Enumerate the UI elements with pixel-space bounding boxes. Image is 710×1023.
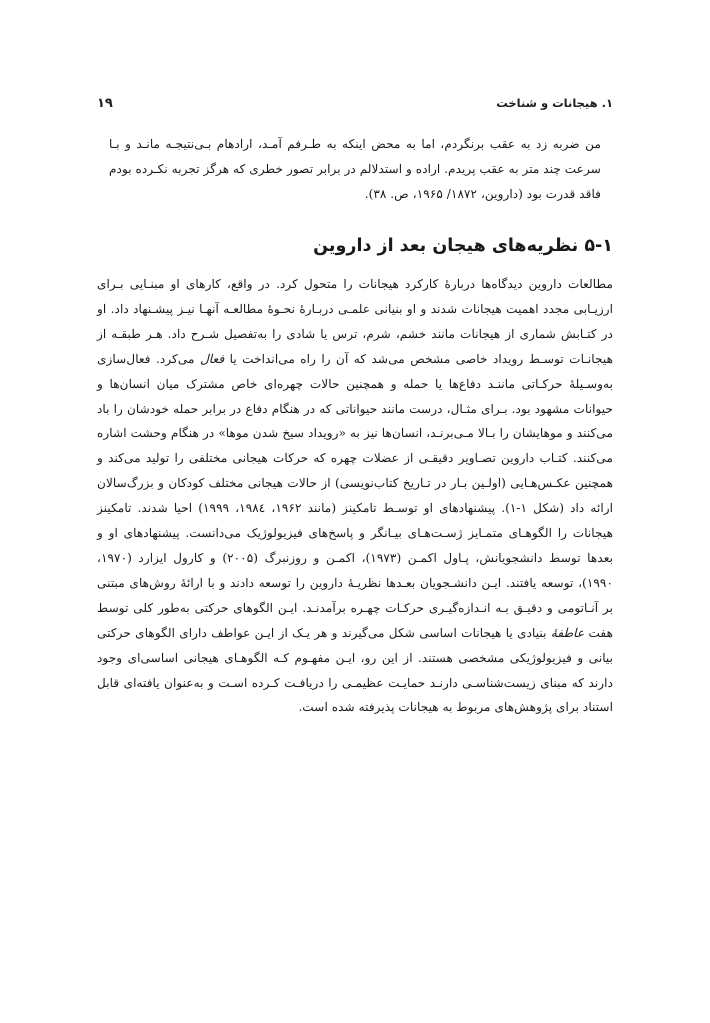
body-paragraph [97,272,613,720]
emphasized-word-active: فعال [199,351,225,366]
quote-text: من ضربه زد به عقب برنگردم، اما به محض اینکه به طـرفم آمـد، ارادهام بـی‌نتیجـه مانـد و بـا سرعت چند متر به عقب پریدم. اراده و استدلالم در برابر تصور خطری که هرگز تجربه نکـرده بودم فاقد قدرت بود (داروین، ۱۸۷۲/ ۱۹۶۵، ص. ۳۸). [109,137,601,201]
section-body [97,272,613,720]
quote-block [109,132,601,207]
emphasized-word-affect: عاطفهٔ [550,625,585,640]
body-text-part-1: مطالعات داروین دیدگاه‌ها دربارهٔ کارکرد هیجانات را متحول کرد. در واقع، کارهای او مبنـایی بـرای ارزیـابی مجدد اهمیت هیجانات شدند و او بنیانی علمـی دربـارهٔ نحـوهٔ مطالعـه آنهـا نیـز پیشـنهاد داد. او در کتـابش شماری از هیجانات مانند خشم، شرم، ترس یا شادی را به‌تفصیل شـرح داد. هـر طبقـه از هیجانـات توسـط رویداد خاصی مشخص می‌شد که آن را راه می‌انداخت یا [97,277,613,366]
running-header [97,92,613,114]
body-text-part-2: می‌کرد. فعال‌سازی به‌وسـیلهٔ حرکـاتی ماننـد دفاع‌ها یا حمله و همچنین حالات چهره‌ای خاص مشترک میان انسان‌ها و حیوانات مشهود بود. بـرای مثـال، درست مانند حیواناتی که در هنگام دفاع در برابر حمله خودشان را باد می‌کنند و موهایشان را بـالا مـی‌برنـد، انسان‌ها نیز به «رویداد سیخ شدن موها» در هنگام وحشت اشاره می‌کنند. کتـاب داروین تصـاویر دقیقـی از عضلات چهره که حرکات هیجانی مختلفی را تولید می‌کند و همچنین عکـس‌هـایی (اولـین بـار در تـاریخ کتاب‌نویسی) از حالات هیجانی مختلف کودکان و بزرگ‌سالان ارائه داد (شکل ۱-۱). پیشنهادهای او توسـط تامکینز (مانند ۱۹۶۲، ۱۹۸٤، ۱۹۹۹) احیا شدند. تامکینز هیجانات را الگوهـای متمـایز ژسـت‌هـای بیـانگر و پاسخ‌های فیزیولوژیک می‌دانست. پیشنهادهای او و بعدها توسط دانشجویانش، پـاول اکمـن (۱۹۷۳)، اکمـن و روزنبرگ (۲۰۰۵) و کارول ایزارد (۱۹۷۰، ۱۹۹۰)، توسعه یافتند. ایـن دانشـجویان بعـدها نظریـهٔ داروین را توسعه دادند و با ارائهٔ روش‌های مبتنی بر آنـاتومی و دقیـق بـه انـدازه‌گیـری حرکـات چهـره برآمدنـد. ایـن الگوهای حرکتی به‌طور کلی توسط هفت [97,351,614,640]
chapter-title: ۱. هیجانات و شناخت [496,96,613,110]
body-text-part-3: بنیادی یا هیجانات اساسی شکل می‌گیرند و هر یـک از ایـن عواطف دارای الگوهای حرکتی بیانی و فیزیولوژیکی مشخصی هستند. از این رو، ایـن مفهـوم کـه الگوهـای هیجانی اساسی‌ای وجود دارند که مبنای زیست‌شناسـی دارنـد حمایـت عظیمـی را دریافـت کـرده اسـت و به‌عنوان یافته‌ای قابل استناد برای پژوهش‌های مربوط به هیجانات پذیرفته شده است. [97,625,613,715]
page-number: ۱۹ [97,95,113,111]
section-heading: ۵-۱ نظریه‌های هیجان بعد از داروین [313,236,613,256]
